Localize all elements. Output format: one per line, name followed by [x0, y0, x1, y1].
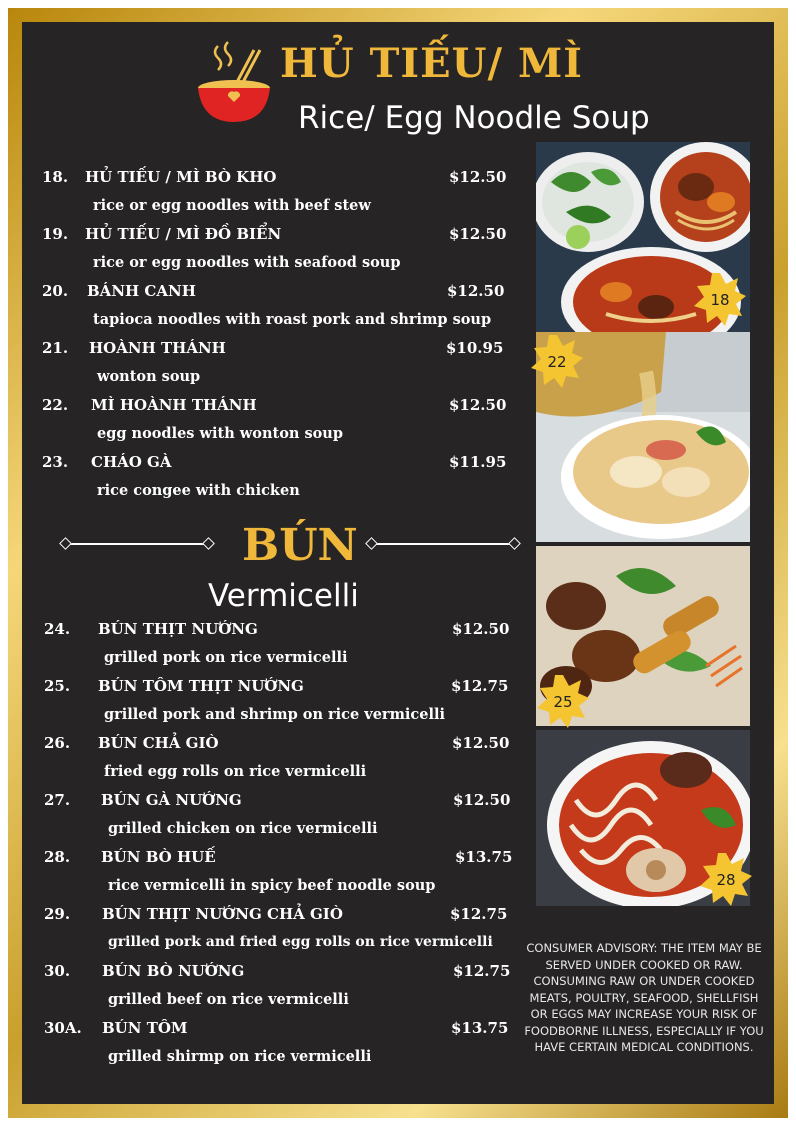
item-price: $11.95: [449, 453, 507, 471]
item-price: $12.50: [449, 168, 507, 186]
item-description: tapioca noodles with roast pork and shrimp soup: [93, 311, 492, 328]
item-price: $12.50: [452, 620, 510, 638]
item-name: HỦ TIẾU / MÌ BÒ KHO: [85, 168, 277, 186]
item-number: 29.: [44, 905, 71, 923]
item-price: $13.75: [451, 1019, 509, 1037]
item-name: BÚN TÔM: [102, 1019, 188, 1037]
item-number: 21.: [42, 339, 69, 357]
item-description: rice or egg noodles with beef stew: [93, 197, 371, 214]
item-number: 30A.: [44, 1019, 82, 1037]
item-description: grilled shirmp on rice vermicelli: [108, 1048, 372, 1065]
item-description: egg noodles with wonton soup: [97, 425, 343, 442]
item-price: $12.75: [451, 677, 509, 695]
item-badge: [530, 334, 584, 388]
item-description: grilled pork on rice vermicelli: [104, 649, 348, 666]
item-price: $12.75: [450, 905, 508, 923]
page-subtitle: Rice/ Egg Noodle Soup: [298, 100, 650, 136]
item-number: 30.: [44, 962, 71, 980]
item-description: grilled beef on rice vermicelli: [108, 991, 349, 1008]
item-name: MÌ HOÀNH THÁNH: [91, 396, 257, 414]
soup-bowl-icon: [196, 36, 276, 124]
item-price: $12.75: [453, 962, 511, 980]
item-price: $13.75: [455, 848, 513, 866]
item-name: HỦ TIẾU / MÌ ĐỒ BIỂN: [85, 225, 282, 243]
divider-left: [66, 543, 210, 545]
section-title: BÚN: [242, 520, 358, 571]
item-price: $10.95: [446, 339, 504, 357]
item-number: 19.: [42, 225, 69, 243]
item-name: HOÀNH THÁNH: [89, 339, 226, 357]
badge-label: 22: [547, 353, 567, 371]
item-name: BÚN BÒ HUẾ: [101, 848, 216, 866]
item-description: grilled chicken on rice vermicelli: [108, 820, 378, 837]
consumer-advisory: CONSUMER ADVISORY: THE ITEM MAY BE SERVED UNDER COOKED OR RAW. CONSUMING RAW OR UNDER COOKED MEATS, POULTRY, SEAFOOD, SHELLFISH OR EGGS MAY INCREASE YOUR RISK OF FOODBORNE ILLNESS, ESPECIALLY IF YOU HAVE CERTAIN MEDICAL CONDITIONS.: [524, 941, 764, 1054]
item-description: fried egg rolls on rice vermicelli: [104, 763, 367, 780]
item-description: rice vermicelli in spicy beef noodle soup: [108, 877, 436, 894]
item-number: 24.: [44, 620, 71, 638]
item-name: CHÁO GÀ: [91, 453, 172, 471]
item-price: $12.50: [449, 396, 507, 414]
item-name: BÚN CHẢ GIÒ: [98, 734, 219, 752]
item-description: grilled pork and shrimp on rice vermicelli: [104, 706, 445, 723]
item-price: $12.50: [449, 225, 507, 243]
item-name: BÚN BÒ NƯỚNG: [102, 962, 245, 980]
item-number: 23.: [42, 453, 69, 471]
item-name: BÁNH CANH: [87, 282, 196, 300]
item-name: BÚN THỊT NƯỚNG: [98, 620, 258, 638]
item-price: $12.50: [452, 734, 510, 752]
badge-label: 25: [553, 693, 573, 711]
page-title: HỦ TIẾU/ MÌ: [280, 40, 583, 87]
item-description: rice congee with chicken: [97, 482, 300, 499]
item-name: BÚN TÔM THỊT NƯỚNG: [98, 677, 304, 695]
item-price: $12.50: [447, 282, 505, 300]
item-description: wonton soup: [97, 368, 201, 385]
item-number: 20.: [42, 282, 69, 300]
item-number: 26.: [44, 734, 71, 752]
item-name: BÚN GÀ NƯỚNG: [101, 791, 242, 809]
badge-label: 28: [716, 871, 736, 889]
item-description: grilled pork and fried egg rolls on rice vermicelli: [108, 934, 493, 950]
item-number: 25.: [44, 677, 71, 695]
badge-label: 18: [710, 291, 730, 309]
divider-right: [372, 543, 516, 545]
item-number: 27.: [44, 791, 71, 809]
item-description: rice or egg noodles with seafood soup: [93, 254, 401, 271]
item-number: 28.: [44, 848, 71, 866]
item-number: 22.: [42, 396, 69, 414]
item-name: BÚN THỊT NƯỚNG CHẢ GIÒ: [102, 905, 343, 923]
item-badge: [693, 272, 747, 326]
item-price: $12.50: [453, 791, 511, 809]
section-subtitle: Vermicelli: [208, 578, 359, 614]
item-badge: [699, 852, 753, 906]
item-badge: [536, 674, 590, 728]
item-number: 18.: [42, 168, 69, 186]
